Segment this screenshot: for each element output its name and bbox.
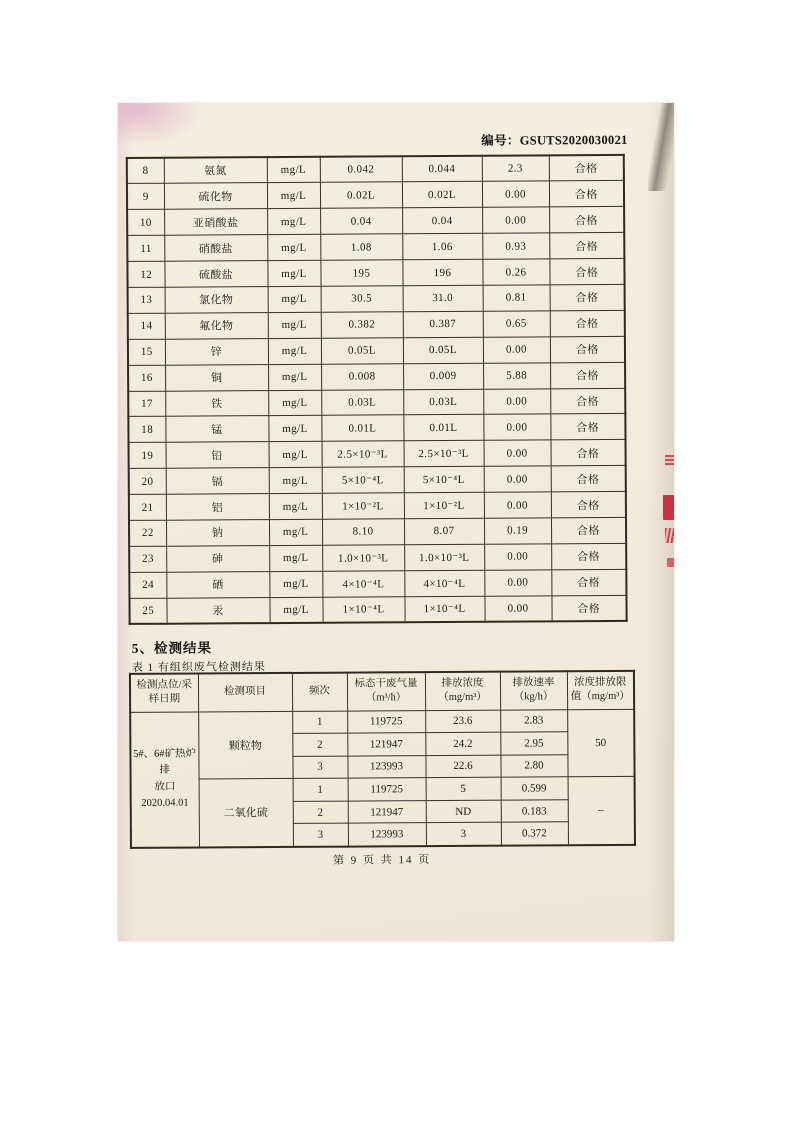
- cell-flow: 123993: [347, 755, 425, 778]
- table-row: [129, 569, 626, 598]
- cell-value1: 30.5: [321, 286, 403, 312]
- cell-concentration: ND: [426, 800, 501, 823]
- cell-item: 钠: [166, 520, 269, 547]
- cell-verdict: 合格: [551, 466, 626, 492]
- cell-verdict: 合格: [550, 310, 625, 336]
- cell-limit: 50: [567, 709, 634, 777]
- cell-rate: 0.183: [501, 800, 568, 823]
- gas-results-table: [129, 670, 636, 849]
- gas-table-caption: 表 1 有组织废气检测结果: [131, 661, 266, 674]
- cell-limit: –: [568, 777, 635, 845]
- cell-frequency: 2: [292, 733, 347, 756]
- cell-verdict: 合格: [550, 336, 625, 362]
- col-header-frequency: 频次: [292, 673, 347, 711]
- table-row: [129, 543, 626, 572]
- cell-no: 17: [128, 391, 165, 417]
- cell-no: 14: [128, 313, 165, 339]
- cell-verdict: 合格: [549, 258, 624, 284]
- cell-item: 亚硝酸盐: [164, 209, 267, 236]
- table-row: [127, 181, 624, 210]
- cell-value2: 2.5×10⁻³L: [404, 441, 484, 467]
- cell-verdict: 合格: [551, 440, 626, 466]
- cell-concentration: 22.6: [425, 755, 500, 778]
- cell-no: 9: [127, 184, 164, 210]
- cell-no: 10: [127, 209, 164, 235]
- table-row: [128, 388, 625, 417]
- cell-unit: mg/L: [269, 442, 322, 468]
- cell-value2: 196: [402, 259, 482, 285]
- col-header-concentration: 排放浓度（mg/m³）: [425, 672, 500, 710]
- water-results-table: [126, 154, 628, 625]
- cell-value2: 0.03L: [403, 389, 483, 415]
- table-row: [127, 155, 624, 184]
- cell-value3: 0.00: [483, 388, 550, 414]
- cell-value1: 5×10⁻⁴L: [322, 467, 404, 493]
- cell-frequency: 1: [293, 778, 348, 801]
- cell-rate: 2.95: [500, 732, 567, 755]
- section-heading: 5、检测结果: [131, 640, 213, 656]
- location-line: 2020.04.01: [141, 797, 189, 809]
- scanned-document-page: [118, 103, 674, 941]
- cell-value2: 0.02L: [402, 182, 482, 208]
- cell-no: 20: [129, 468, 166, 494]
- cell-no: 16: [128, 365, 165, 391]
- cell-value2: 31.0: [403, 285, 483, 311]
- cell-item: 氯化物: [165, 287, 268, 314]
- cell-verdict: 合格: [551, 595, 626, 621]
- cell-value3: 0.00: [483, 337, 550, 363]
- cell-item: 硒: [166, 571, 269, 598]
- red-stamp-fragment: [665, 455, 674, 466]
- cell-flow: 121947: [348, 801, 426, 824]
- table-row: [129, 595, 626, 624]
- cell-value2: 0.387: [403, 311, 483, 337]
- table-row: [128, 284, 625, 313]
- cell-value3: 0.00: [484, 492, 551, 518]
- cell-no: 19: [129, 443, 166, 469]
- location-line: 5#、6#矿热炉排: [133, 748, 197, 777]
- cell-value1: 1×10⁻⁴L: [322, 596, 404, 622]
- cell-item: 硝酸盐: [164, 235, 267, 262]
- cell-verdict: 合格: [549, 181, 624, 207]
- cell-value3: 0.00: [484, 570, 551, 596]
- table-row: [129, 491, 626, 520]
- cell-value1: 0.01L: [321, 415, 403, 441]
- cell-value3: 0.00: [483, 414, 550, 440]
- table-row: [127, 207, 624, 236]
- cell-value2: 0.01L: [403, 415, 483, 441]
- cell-item: 铜: [165, 364, 268, 391]
- cell-value3: 0.00: [484, 544, 551, 570]
- cell-item: 铝: [166, 494, 269, 521]
- cell-verdict: 合格: [549, 233, 624, 259]
- cell-unit: mg/L: [267, 234, 320, 260]
- cell-unit: mg/L: [269, 493, 322, 519]
- table-row: [127, 233, 624, 262]
- cell-value3: 5.88: [483, 362, 550, 388]
- cell-value1: 0.008: [321, 363, 403, 389]
- cell-item: 砷: [166, 545, 269, 572]
- cell-value2: 1×10⁻²L: [404, 492, 484, 518]
- cell-value1: 8.10: [322, 519, 404, 545]
- cell-item: 二氧化硫: [199, 779, 293, 847]
- cell-frequency: 3: [292, 756, 347, 779]
- red-stamp-fragment: [667, 558, 674, 567]
- cell-concentration: 3: [426, 823, 501, 846]
- doc-number: 编号：GSUTS2020030021: [481, 132, 628, 148]
- cell-flow: 119725: [347, 710, 425, 733]
- table-row: [128, 414, 625, 443]
- cell-concentration: 23.6: [425, 710, 500, 733]
- col-header-item: 检测项目: [198, 673, 292, 712]
- cell-value1: 1×10⁻²L: [322, 493, 404, 519]
- cell-unit: mg/L: [268, 364, 321, 390]
- cell-unit: mg/L: [267, 157, 320, 183]
- cell-value2: 8.07: [404, 518, 484, 544]
- cell-value3: 0.00: [482, 207, 549, 233]
- cell-value1: 0.03L: [321, 389, 403, 415]
- cell-value1: 0.05L: [321, 337, 403, 363]
- cell-unit: mg/L: [269, 597, 322, 623]
- cell-value3: 0.65: [483, 311, 550, 337]
- cell-verdict: 合格: [551, 569, 626, 595]
- header-row: [130, 671, 634, 712]
- cell-unit: mg/L: [269, 571, 322, 597]
- cell-rate: 0.372: [501, 822, 568, 845]
- cell-no: 25: [129, 598, 166, 624]
- cell-unit: mg/L: [268, 338, 321, 364]
- cell-value2: 1.0×10⁻³L: [404, 544, 484, 570]
- cell-no: 11: [127, 235, 164, 261]
- cell-value1: 4×10⁻⁴L: [322, 571, 404, 597]
- cell-no: 23: [129, 546, 166, 572]
- cell-unit: mg/L: [268, 390, 321, 416]
- cell-value3: 0.00: [484, 440, 551, 466]
- cell-concentration: 24.2: [425, 732, 500, 755]
- cell-value3: 0.00: [482, 181, 549, 207]
- cell-verdict: 合格: [551, 491, 626, 517]
- table-row: [129, 466, 626, 495]
- cell-no: 24: [129, 572, 166, 598]
- cell-value1: 0.04: [320, 208, 402, 234]
- gas-row: [130, 709, 634, 735]
- cell-flow: 121947: [347, 733, 425, 756]
- col-header-location: 检测点位/采样日期: [130, 674, 198, 712]
- cell-item: 铅: [166, 442, 269, 469]
- table-row: [127, 258, 624, 287]
- cell-value3: 0.00: [484, 595, 551, 621]
- location-line: 放口: [154, 781, 176, 793]
- page-footer: 第 9 页 共 14 页: [332, 854, 432, 867]
- cell-value1: 1.0×10⁻³L: [322, 545, 404, 571]
- cell-value3: 0.26: [482, 259, 549, 285]
- cell-unit: mg/L: [269, 467, 322, 493]
- cell-item: 锰: [165, 416, 268, 443]
- cell-value2: 0.05L: [403, 337, 483, 363]
- cell-unit: mg/L: [269, 519, 322, 545]
- cell-unit: mg/L: [268, 312, 321, 338]
- cell-flow: 119725: [348, 778, 426, 801]
- cell-verdict: 合格: [549, 207, 624, 233]
- cell-unit: mg/L: [268, 416, 321, 442]
- cell-value1: 2.5×10⁻³L: [322, 441, 404, 467]
- table-row: [128, 310, 625, 339]
- cell-frequency: 1: [292, 711, 347, 734]
- cell-item: 硫化物: [164, 183, 267, 210]
- cell-value3: 0.93: [482, 233, 549, 259]
- cell-value2: 0.04: [402, 208, 482, 234]
- cell-unit: mg/L: [267, 209, 320, 235]
- cell-value3: 0.81: [483, 285, 550, 311]
- cell-verdict: 合格: [550, 414, 625, 440]
- page-content: [115, 100, 676, 941]
- cell-no: 18: [128, 417, 165, 443]
- cell-value3: 2.3: [482, 155, 549, 181]
- cell-no: 15: [128, 339, 165, 365]
- cell-value2: 0.044: [402, 156, 482, 182]
- gas-row: [131, 777, 635, 803]
- cell-no: 22: [129, 520, 166, 546]
- cell-verdict: 合格: [550, 362, 625, 388]
- cell-no: 12: [127, 261, 164, 287]
- red-stamp-fragment: [663, 495, 674, 520]
- cell-verdict: 合格: [550, 284, 625, 310]
- cell-item: 颗粒物: [198, 711, 292, 779]
- cell-unit: mg/L: [267, 183, 320, 209]
- cell-value1: 1.08: [320, 234, 402, 260]
- cell-item: 氟化物: [165, 312, 268, 339]
- cell-value2: 5×10⁻⁴L: [404, 466, 484, 492]
- cell-location: [130, 712, 199, 848]
- cell-item: 汞: [166, 597, 269, 624]
- cell-value1: 0.382: [321, 312, 403, 338]
- cell-unit: mg/L: [268, 286, 321, 312]
- col-header-rate: 排放速率（kg/h）: [500, 671, 567, 709]
- cell-no: 13: [128, 287, 165, 313]
- cell-value2: 4×10⁻⁴L: [404, 570, 484, 596]
- table-row: [128, 336, 625, 365]
- col-header-limit: 浓度排放限值（mg/m³）: [567, 671, 634, 709]
- cell-flow: 123993: [348, 823, 426, 846]
- cell-item: 镉: [166, 468, 269, 495]
- cell-item: 铁: [165, 390, 268, 417]
- red-stamp-fragment: [665, 528, 674, 543]
- cell-value2: 1×10⁻⁴L: [404, 596, 484, 622]
- table-row: [128, 362, 625, 391]
- cell-value1: 0.042: [320, 156, 402, 182]
- cell-item: 氨氮: [164, 157, 267, 184]
- cell-verdict: 合格: [551, 517, 626, 543]
- cell-unit: mg/L: [269, 545, 322, 571]
- cell-item: 硫酸盐: [164, 261, 267, 288]
- cell-verdict: 合格: [550, 388, 625, 414]
- cell-rate: 0.599: [501, 777, 568, 800]
- cell-rate: 2.83: [500, 709, 567, 732]
- cell-verdict: 合格: [549, 155, 624, 181]
- cell-value3: 0.00: [484, 466, 551, 492]
- cell-value1: 195: [320, 260, 402, 286]
- cell-frequency: 2: [293, 801, 348, 824]
- cell-no: 8: [127, 158, 164, 184]
- table-row: [129, 440, 626, 469]
- cell-unit: mg/L: [267, 260, 320, 286]
- cell-no: 21: [129, 494, 166, 520]
- cell-value3: 0.19: [484, 518, 551, 544]
- cell-item: 锌: [165, 338, 268, 365]
- cell-verdict: 合格: [551, 543, 626, 569]
- cell-frequency: 3: [293, 824, 348, 847]
- cell-concentration: 5: [426, 777, 501, 800]
- cell-value2: 0.009: [403, 363, 483, 389]
- col-header-flow: 标态干废气量（m³/h）: [347, 672, 425, 710]
- table-row: [129, 517, 626, 546]
- cell-value1: 0.02L: [320, 182, 402, 208]
- cell-value2: 1.06: [402, 233, 482, 259]
- cell-rate: 2.80: [500, 754, 567, 777]
